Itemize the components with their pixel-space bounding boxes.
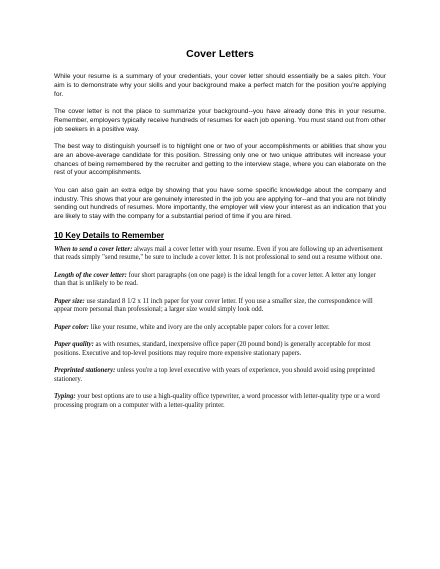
detail-text: like your resume, white and ivory are the only acceptable paper colors for a cover letter.: [88, 323, 330, 331]
detail-text: unless you're a top level executive with years of experience, you should avoid using preprinted stationery.: [54, 366, 375, 383]
detail-text: your best options are to use a high-quality office typewriter, a word processor with letter-quality type or a word processing program on a computer with a letter-quality printer.: [54, 392, 380, 409]
detail-label: Length of the cover letter:: [54, 271, 127, 279]
detail-label: When to send a cover letter:: [54, 245, 133, 253]
detail-text: as with resumes, standard, inexpensive office paper (20 pound bond) is generally acceptable for most positions. Executive and top-level positions may require more expensive stationary papers.: [54, 340, 371, 357]
intro-paragraph-4: You can also gain an extra edge by showing that you have some specific knowledge about the company and industry. This shows that your are genuinely interested in the job you are applying for--and that you are not blindly sending out hundreds of resumes. More importantly, the employer will view your interest as an indication that you are likely to stay with the company for a substantial period of time if you are hired.: [54, 186, 386, 221]
detail-item-paper-quality: [54, 341, 386, 359]
detail-item-typing: [54, 393, 386, 411]
intro-paragraph-1: While your resume is a summary of your credentials, your cover letter should essentially be a sales pitch. Your aim is to demonstrate why your skills and your background make a perfect match for the position you're applying for.: [54, 73, 386, 98]
detail-label: Paper size:: [54, 297, 85, 305]
detail-text: use standard 8 1/2 x 11 inch paper for your cover letter. If you use a smaller size, the correspondence will appear more personal than professional; a larger size would simply look odd.: [54, 297, 373, 314]
detail-item-length: [54, 272, 386, 290]
detail-item-paper-color: [54, 324, 386, 333]
intro-paragraph-3: The best way to distinguish yourself is to highlight one or two of your accomplishments or abilities that show you are an above-average candidate for this position. Stressing only one or two unique attributes will increase your chances of being remembered by the recruiter and getting to the interview stage, where you can elaborate on the rest of your accomplishments.: [54, 142, 386, 177]
intro-paragraph-2: The cover letter is not the place to summarize your background--you have already done this in your resume. Remember, employers typically receive hundreds of resumes for each job opening. You must stand out from other job seekers in a positive way.: [54, 107, 386, 133]
detail-text: always mail a cover letter with your resume. Even if you are following up an advertisement that reads simply "send resume," be sure to include a cover letter. It is not professional to send out a resume without one.: [54, 245, 383, 262]
section-heading: 10 Key Details to Remember: [54, 230, 165, 240]
detail-label: Typing:: [54, 392, 76, 400]
detail-item-stationery: [54, 367, 386, 385]
detail-label: Preprinted stationery:: [54, 366, 116, 374]
detail-label: Paper color:: [54, 323, 89, 331]
detail-text: four short paragraphs (on one page) is the ideal length for a cover letter. A letter any longer than that is unlikely to be read.: [54, 271, 376, 288]
detail-item-paper-size: [54, 298, 386, 316]
detail-item-send: [54, 246, 386, 264]
page-title: Cover Letters: [186, 48, 254, 60]
detail-label: Paper quality:: [54, 340, 94, 348]
